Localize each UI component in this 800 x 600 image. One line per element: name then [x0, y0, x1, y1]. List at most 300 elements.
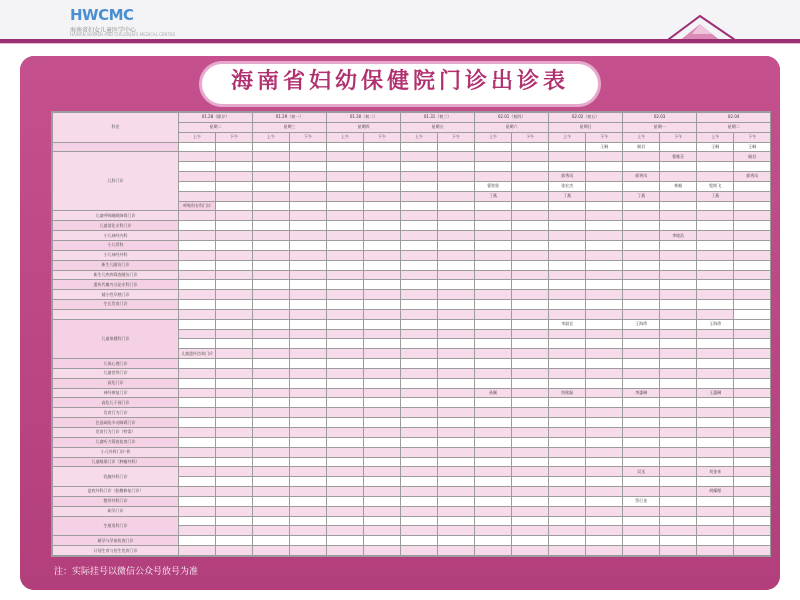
schedule-cell: [512, 546, 549, 556]
schedule-cell: [216, 398, 253, 408]
schedule-cell: [512, 240, 549, 250]
schedule-cell: [216, 300, 253, 310]
schedule-cell: [623, 398, 660, 408]
schedule-cell: [475, 260, 512, 270]
date-cell: 02.02（初五）: [549, 113, 623, 123]
schedule-cell: [512, 526, 549, 536]
schedule-cell: [475, 437, 512, 447]
table-row: [53, 152, 771, 162]
schedule-cell: [364, 477, 401, 487]
table-row: [53, 408, 771, 418]
schedule-cell: [438, 467, 475, 477]
schedule-cell: [179, 506, 216, 516]
schedule-cell: [253, 260, 290, 270]
schedule-cell: [586, 447, 623, 457]
schedule-cell: [623, 300, 660, 310]
schedule-cell: [327, 309, 364, 319]
date-cell: 02.01（初四）: [475, 113, 549, 123]
schedule-cell: [623, 437, 660, 447]
table-row: [53, 231, 771, 241]
table-row: [53, 368, 771, 378]
schedule-cell: [734, 191, 771, 201]
schedule-cell: [364, 309, 401, 319]
schedule-cell: [660, 477, 697, 487]
schedule-cell: [401, 152, 438, 162]
schedule-cell: [216, 172, 253, 182]
schedule-cell: [697, 408, 734, 418]
schedule-cell: [660, 506, 697, 516]
dept-name: 新生儿随访门诊: [53, 260, 179, 270]
schedule-cell: [549, 516, 586, 526]
footnote: 注：实际挂号以微信公众号放号为准: [54, 567, 199, 577]
dept-name: 神经康复门诊: [53, 388, 179, 398]
schedule-cell: [734, 398, 771, 408]
schedule-cell: [438, 211, 475, 221]
schedule-cell: [216, 339, 253, 349]
weekday-cell: 星期五: [401, 122, 475, 132]
dept-name: 儿童听力筛查复查门诊: [53, 437, 179, 447]
schedule-cell: [253, 477, 290, 487]
schedule-cell: [216, 408, 253, 418]
schedule-cell: [364, 211, 401, 221]
schedule-cell: [549, 418, 586, 428]
schedule-cell: [253, 319, 290, 329]
schedule-cell: [253, 546, 290, 556]
schedule-cell: [401, 162, 438, 172]
schedule-cell: [623, 477, 660, 487]
schedule-cell: [216, 181, 253, 191]
schedule-cell: [697, 447, 734, 457]
schedule-cell: [364, 260, 401, 270]
schedule-cell: [586, 408, 623, 418]
schedule-cell: [586, 260, 623, 270]
schedule-cell: [549, 398, 586, 408]
schedule-cell: [179, 368, 216, 378]
schedule-cell: [734, 319, 771, 329]
schedule-cell: [327, 359, 364, 369]
schedule-cell: [586, 467, 623, 477]
schedule-cell: [364, 280, 401, 290]
schedule-cell: [179, 516, 216, 526]
schedule-cell: [438, 260, 475, 270]
schedule-cell: [216, 270, 253, 280]
schedule-cell: 王海珍: [697, 319, 734, 329]
schedule-cell: [549, 240, 586, 250]
dept-name: 避孕与孕前检查门诊: [53, 536, 179, 546]
schedule-cell: [216, 359, 253, 369]
schedule-cell: [512, 250, 549, 260]
schedule-cell: [697, 428, 734, 438]
schedule-cell: [253, 408, 290, 418]
schedule-cell: [734, 546, 771, 556]
schedule-cell: [623, 359, 660, 369]
schedule-cell: [290, 408, 327, 418]
schedule-cell: [586, 368, 623, 378]
table-row: [53, 437, 771, 447]
schedule-cell: [549, 457, 586, 467]
schedule-cell: [438, 142, 475, 152]
schedule-cell: [401, 506, 438, 516]
schedule-cell: [364, 467, 401, 477]
schedule-cell: [290, 339, 327, 349]
schedule-cell: [179, 487, 216, 497]
schedule-cell: [623, 181, 660, 191]
schedule-cell: [253, 152, 290, 162]
schedule-cell: [364, 457, 401, 467]
schedule-cell: [327, 250, 364, 260]
schedule-cell: [623, 506, 660, 516]
schedule-cell: [327, 546, 364, 556]
schedule-cell: [216, 516, 253, 526]
schedule-cell: [734, 487, 771, 497]
schedule-cell: [253, 309, 290, 319]
schedule-cell: [290, 270, 327, 280]
schedule-cell: [697, 506, 734, 516]
schedule-cell: [660, 388, 697, 398]
schedule-cell: [327, 487, 364, 497]
schedule-cell: [697, 378, 734, 388]
schedule-cell: [549, 477, 586, 487]
schedule-cell: [660, 309, 697, 319]
schedule-cell: [475, 240, 512, 250]
table-row: [53, 142, 771, 152]
schedule-cell: [216, 447, 253, 457]
schedule-cell: [216, 240, 253, 250]
schedule-cell: [549, 428, 586, 438]
dept-name: 助孕门诊: [53, 506, 179, 516]
dept-name: 儿童消化专科门诊: [53, 221, 179, 231]
schedule-cell: [512, 211, 549, 221]
dept-name: 整形外科门诊: [53, 496, 179, 506]
schedule-cell: [475, 211, 512, 221]
schedule-cell: [438, 290, 475, 300]
schedule-cell: [438, 447, 475, 457]
schedule-cell: [327, 418, 364, 428]
schedule-cell: [290, 152, 327, 162]
schedule-cell: [586, 359, 623, 369]
schedule-cell: [179, 152, 216, 162]
schedule-cell: [253, 201, 290, 211]
schedule-cell: [623, 339, 660, 349]
schedule-cell: [290, 300, 327, 310]
schedule-cell: [512, 496, 549, 506]
schedule-cell: [253, 437, 290, 447]
schedule-cell: [586, 428, 623, 438]
schedule-cell: [290, 546, 327, 556]
table-row: [53, 487, 771, 497]
schedule-cell: [697, 290, 734, 300]
schedule-cell: 符铭磊: [549, 388, 586, 398]
dept-name: 生殖男科门诊: [53, 516, 179, 536]
table-row: [53, 260, 771, 270]
schedule-cell: [364, 447, 401, 457]
weekday-cell: 星期三: [253, 122, 327, 132]
schedule-cell: [401, 319, 438, 329]
schedule-cell: [216, 280, 253, 290]
schedule-cell: [697, 300, 734, 310]
schedule-cell: 曹维芬: [660, 152, 697, 162]
schedule-cell: [364, 142, 401, 152]
schedule-cell: [438, 408, 475, 418]
schedule-cell: [364, 526, 401, 536]
schedule-cell: [327, 516, 364, 526]
schedule-cell: [623, 201, 660, 211]
schedule-cell: [401, 408, 438, 418]
schedule-cell: [364, 250, 401, 260]
schedule-cell: [623, 211, 660, 221]
schedule-cell: [179, 378, 216, 388]
schedule-cell: [438, 231, 475, 241]
schedule-cell: [475, 428, 512, 438]
schedule-cell: [549, 368, 586, 378]
schedule-cell: [401, 300, 438, 310]
schedule-cell: [327, 428, 364, 438]
schedule-cell: [364, 516, 401, 526]
schedule-cell: [734, 516, 771, 526]
schedule-cell: 蔡行金: [623, 496, 660, 506]
schedule-cell: [697, 201, 734, 211]
weekday-cell: 星期二: [179, 122, 253, 132]
schedule-cell: [253, 506, 290, 516]
schedule-cell: [438, 516, 475, 526]
schedule-cell: [475, 477, 512, 487]
schedule-cell: [549, 300, 586, 310]
schedule-cell: 丁燕: [623, 191, 660, 201]
schedule-cell: [179, 260, 216, 270]
schedule-cell: [586, 290, 623, 300]
schedule-cell: 李铭浩: [660, 231, 697, 241]
am-label: 上午: [179, 132, 216, 142]
schedule-cell: [438, 270, 475, 280]
schedule-cell: [586, 339, 623, 349]
schedule-cell: [290, 467, 327, 477]
schedule-cell: [549, 280, 586, 290]
schedule-cell: [179, 142, 216, 152]
schedule-cell: [549, 221, 586, 231]
schedule-cell: [475, 329, 512, 339]
dept-name: 小儿神经内科: [53, 231, 179, 241]
schedule-cell: [364, 290, 401, 300]
schedule-cell: [364, 437, 401, 447]
schedule-cell: [438, 221, 475, 231]
dept-name: 儿童遗传咨询门诊: [179, 349, 216, 359]
table-row: [53, 378, 771, 388]
schedule-cell: [660, 447, 697, 457]
schedule-cell: [623, 270, 660, 280]
schedule-cell: 郭秀凤: [549, 172, 586, 182]
logo-subtitle: 海南省妇女儿童医学中心: [70, 27, 137, 34]
schedule-cell: [697, 477, 734, 487]
schedule-cell: [697, 496, 734, 506]
schedule-cell: [697, 359, 734, 369]
schedule-cell: [290, 428, 327, 438]
table-row: [53, 536, 771, 546]
schedule-cell: [438, 191, 475, 201]
schedule-cell: [586, 221, 623, 231]
schedule-cell: [364, 388, 401, 398]
schedule-cell: [586, 201, 623, 211]
am-label: 上午: [549, 132, 586, 142]
schedule-cell: [179, 496, 216, 506]
schedule-cell: [253, 339, 290, 349]
schedule-cell: [290, 309, 327, 319]
schedule-cell: [364, 418, 401, 428]
schedule-cell: [216, 221, 253, 231]
pm-label: 下午: [364, 132, 401, 142]
date-cell: 01.31（初三）: [401, 113, 475, 123]
schedule-cell: [512, 339, 549, 349]
schedule-cell: [512, 191, 549, 201]
schedule-cell: [401, 457, 438, 467]
dept-name: 发育行为门诊（特需）: [53, 428, 179, 438]
schedule-cell: [253, 368, 290, 378]
dept-name: 矮小性早熟门诊: [53, 290, 179, 300]
schedule-cell: [216, 496, 253, 506]
schedule-cell: [290, 319, 327, 329]
schedule-cell: [475, 487, 512, 497]
schedule-cell: [623, 428, 660, 438]
schedule-cell: [660, 349, 697, 359]
schedule-cell: [401, 467, 438, 477]
schedule-cell: [734, 270, 771, 280]
schedule-cell: [438, 250, 475, 260]
schedule-cell: [290, 506, 327, 516]
schedule-cell: [327, 506, 364, 516]
schedule-cell: [697, 349, 734, 359]
schedule-cell: [327, 388, 364, 398]
schedule-cell: [512, 536, 549, 546]
schedule-cell: [290, 221, 327, 231]
schedule-cell: [290, 280, 327, 290]
schedule-cell: [438, 181, 475, 191]
schedule-cell: [475, 162, 512, 172]
schedule-cell: [586, 516, 623, 526]
schedule-cell: [364, 359, 401, 369]
schedule-cell: [475, 496, 512, 506]
schedule-cell: [438, 280, 475, 290]
schedule-cell: [179, 191, 216, 201]
schedule-cell: [327, 437, 364, 447]
schedule-cell: [179, 300, 216, 310]
schedule-cell: [549, 152, 586, 162]
schedule-cell: [401, 536, 438, 546]
schedule-cell: [623, 349, 660, 359]
schedule-cell: [512, 447, 549, 457]
schedule-cell: [512, 280, 549, 290]
schedule-cell: 胡耀理: [697, 487, 734, 497]
schedule-cell: [586, 437, 623, 447]
schedule-cell: [549, 270, 586, 280]
schedule-cell: [179, 339, 216, 349]
schedule-cell: [438, 437, 475, 447]
dept-name: 计划生育与招生优育门诊: [53, 546, 179, 556]
schedule-cell: [586, 457, 623, 467]
schedule-cell: 王桐: [734, 142, 771, 152]
schedule-cell: [401, 211, 438, 221]
schedule-cell: 刘金来: [697, 467, 734, 477]
schedule-cell: 吴丞: [623, 467, 660, 477]
dept-name: 小儿外科门诊-普: [53, 447, 179, 457]
schedule-cell: [475, 506, 512, 516]
schedule-cell: [734, 162, 771, 172]
schedule-cell: [697, 250, 734, 260]
dept-name: 呼吸科专科门诊: [179, 201, 216, 211]
schedule-cell: [179, 221, 216, 231]
schedule-cell: [327, 378, 364, 388]
weekday-cell: 星期六: [475, 122, 549, 132]
schedule-cell: [179, 181, 216, 191]
schedule-cell: [734, 231, 771, 241]
schedule-cell: [401, 378, 438, 388]
dept-name: 儿童呼吸睡眠障碍门诊: [53, 211, 179, 221]
schedule-cell: [586, 536, 623, 546]
schedule-cell: [401, 329, 438, 339]
schedule-cell: [660, 487, 697, 497]
schedule-table: [52, 112, 771, 556]
table-row: [53, 546, 771, 556]
schedule-cell: [327, 201, 364, 211]
schedule-cell: [734, 359, 771, 369]
schedule-cell: [697, 240, 734, 250]
page-title: 海南省妇幼保健院门诊出诊表: [230, 69, 569, 94]
schedule-cell: [253, 221, 290, 231]
schedule-cell: [660, 428, 697, 438]
schedule-cell: [253, 231, 290, 241]
schedule-cell: [364, 181, 401, 191]
schedule-cell: [290, 191, 327, 201]
schedule-cell: [290, 240, 327, 250]
schedule-cell: [549, 231, 586, 241]
schedule-cell: 孙颖: [475, 388, 512, 398]
schedule-cell: [549, 496, 586, 506]
schedule-cell: [623, 526, 660, 536]
schedule-cell: [549, 536, 586, 546]
schedule-cell: [512, 378, 549, 388]
schedule-cell: [512, 349, 549, 359]
schedule-cell: [734, 418, 771, 428]
schedule-cell: [327, 467, 364, 477]
schedule-cell: [401, 260, 438, 270]
schedule-cell: [401, 349, 438, 359]
schedule-cell: [364, 536, 401, 546]
schedule-cell: [179, 172, 216, 182]
table-row: [53, 270, 771, 280]
schedule-cell: [327, 398, 364, 408]
schedule-cell: [253, 270, 290, 280]
schedule-cell: [290, 290, 327, 300]
schedule-cell: [660, 546, 697, 556]
schedule-cell: [216, 428, 253, 438]
schedule-cell: [734, 477, 771, 487]
schedule-cell: [697, 329, 734, 339]
schedule-cell: [401, 181, 438, 191]
schedule-cell: [401, 240, 438, 250]
schedule-cell: [660, 270, 697, 280]
schedule-cell: [253, 447, 290, 457]
schedule-cell: [734, 280, 771, 290]
schedule-cell: [549, 162, 586, 172]
schedule-cell: [475, 309, 512, 319]
schedule-cell: [179, 309, 216, 319]
schedule-cell: [660, 280, 697, 290]
schedule-cell: [734, 506, 771, 516]
schedule-cell: [327, 152, 364, 162]
schedule-cell: [512, 201, 549, 211]
dept-name: 儿童营养门诊: [53, 368, 179, 378]
schedule-cell: [660, 496, 697, 506]
dept-name: 注意缺陷多动障碍门诊: [53, 418, 179, 428]
schedule-cell: [401, 339, 438, 349]
